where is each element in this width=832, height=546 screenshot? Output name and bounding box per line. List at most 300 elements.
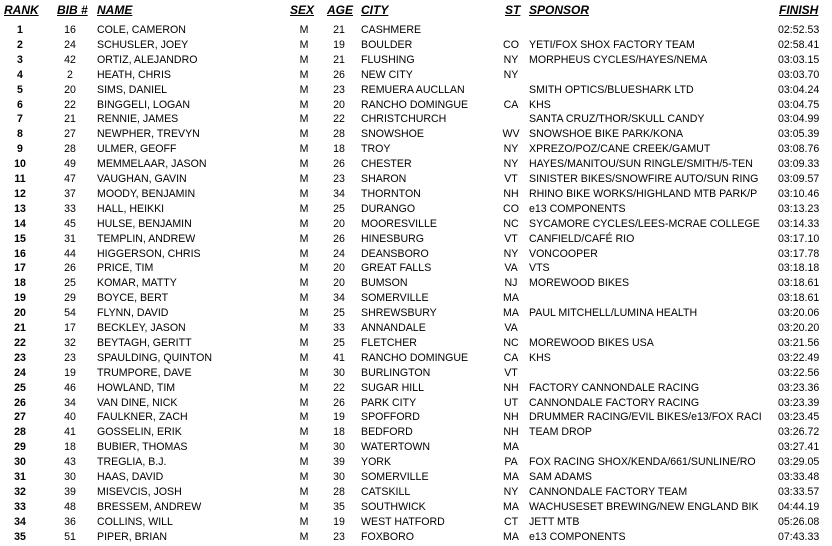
sponsor-cell: VONCOOPER <box>529 247 598 260</box>
city-cell: CATSKILL <box>361 485 411 498</box>
finish-cell: 02:52.53 <box>778 24 820 36</box>
rank-cell: 15 <box>14 232 26 245</box>
finish-cell: 03:03.15 <box>778 53 820 66</box>
city-cell: SPOFFORD <box>361 411 420 424</box>
table-row <box>0 112 832 127</box>
state-cell: NY <box>503 247 519 260</box>
city-cell: SOMERVILLE <box>361 471 429 483</box>
sex-cell: M <box>299 441 309 454</box>
name-cell: SIMS, DANIEL <box>97 83 168 96</box>
name-cell: HAAS, DAVID <box>97 471 164 483</box>
table-row <box>0 530 832 545</box>
age-cell: 30 <box>333 471 345 483</box>
header-name: NAME <box>97 3 133 17</box>
city-cell: BEDFORD <box>361 426 413 439</box>
finish-cell: 03:13.23 <box>778 202 820 215</box>
sponsor-cell: FACTORY CANNONDALE RACING <box>529 381 700 394</box>
age-cell: 26 <box>333 158 345 171</box>
name-cell: BINGGELI, LOGAN <box>97 98 191 111</box>
name-cell: PRICE, TIM <box>97 262 154 275</box>
sex-cell: M <box>299 262 309 275</box>
state-cell: MA <box>503 441 519 454</box>
bib-cell: 27 <box>64 128 76 141</box>
sponsor-cell: JETT MTB <box>529 515 580 528</box>
name-cell: COLE, CAMERON <box>97 24 186 36</box>
age-cell: 34 <box>333 187 345 200</box>
city-cell: TROY <box>361 143 391 156</box>
city-cell: SUGAR HILL <box>361 381 424 394</box>
age-cell: 33 <box>333 322 345 334</box>
bib-cell: 29 <box>64 292 76 305</box>
age-cell: 26 <box>333 68 345 81</box>
sex-cell: M <box>299 83 309 96</box>
header-age: AGE <box>327 3 354 17</box>
age-cell: 21 <box>333 53 345 66</box>
rank-cell: 16 <box>14 247 26 260</box>
table-row <box>0 157 832 172</box>
state-cell: NY <box>503 143 519 156</box>
sex-cell: M <box>299 38 309 51</box>
age-cell: 26 <box>333 232 345 245</box>
bib-cell: 43 <box>64 456 76 469</box>
city-cell: SOMERVILLE <box>361 292 429 305</box>
name-cell: PIPER, BRIAN <box>97 530 168 543</box>
rank-cell: 2 <box>17 38 23 51</box>
bib-cell: 36 <box>64 515 76 528</box>
sex-cell: M <box>299 396 309 409</box>
bib-cell: 41 <box>64 426 76 439</box>
sponsor-cell: SNOWSHOE BIKE PARK/KONA <box>529 128 684 141</box>
sponsor-cell: SINISTER BIKES/SNOWFIRE AUTO/SUN RING <box>529 173 759 185</box>
age-cell: 23 <box>333 83 345 96</box>
city-cell: WATERTOWN <box>361 441 431 454</box>
rank-cell: 23 <box>14 351 26 364</box>
state-cell: VA <box>504 322 518 334</box>
sex-cell: M <box>299 530 309 543</box>
table-row <box>0 410 832 425</box>
name-cell: RENNIE, JAMES <box>97 113 179 126</box>
bib-cell: 46 <box>64 381 76 394</box>
table-row <box>0 68 832 83</box>
sex-cell: M <box>299 471 309 483</box>
bib-cell: 40 <box>64 411 76 424</box>
table-row <box>0 202 832 217</box>
sponsor-cell: PAUL MITCHELL/LUMINA HEALTH <box>529 307 698 320</box>
finish-cell: 03:23.45 <box>778 411 820 424</box>
state-cell: MA <box>503 530 519 543</box>
bib-cell: 2 <box>67 68 73 81</box>
city-cell: ANNANDALE <box>361 322 426 334</box>
bib-cell: 39 <box>64 485 76 498</box>
state-cell: VT <box>504 173 518 185</box>
sponsor-cell: KHS <box>529 98 551 111</box>
sex-cell: M <box>299 68 309 81</box>
state-cell: NC <box>503 217 519 230</box>
sponsor-cell: WACHUSESET BREWING/NEW ENGLAND BIK <box>529 500 759 513</box>
state-cell: CO <box>503 38 519 51</box>
rank-cell: 4 <box>17 68 23 81</box>
table-row <box>0 217 832 232</box>
sex-cell: M <box>299 366 309 379</box>
bib-cell: 51 <box>64 530 76 543</box>
age-cell: 28 <box>333 128 345 141</box>
table-row <box>0 172 832 187</box>
rank-cell: 21 <box>14 322 26 334</box>
sex-cell: M <box>299 336 309 349</box>
state-cell: VT <box>504 232 518 245</box>
name-cell: HEATH, CHRIS <box>97 68 171 81</box>
bib-cell: 24 <box>64 38 76 51</box>
name-cell: TRUMPORE, DAVE <box>97 366 192 379</box>
sponsor-cell: e13 COMPONENTS <box>529 202 626 215</box>
rank-cell: 19 <box>14 292 26 305</box>
bib-cell: 26 <box>64 262 76 275</box>
state-cell: CO <box>503 202 519 215</box>
sex-cell: M <box>299 98 309 111</box>
sponsor-cell: YETI/FOX SHOX FACTORY TEAM <box>529 38 695 51</box>
bib-cell: 45 <box>64 217 76 230</box>
sex-cell: M <box>299 515 309 528</box>
header-city: CITY <box>361 3 389 17</box>
age-cell: 20 <box>333 262 345 275</box>
sex-cell: M <box>299 426 309 439</box>
bib-cell: 47 <box>64 173 76 185</box>
finish-cell: 04:44.19 <box>778 500 820 513</box>
name-cell: BECKLEY, JASON <box>97 322 186 334</box>
sponsor-cell: TEAM DROP <box>529 426 592 439</box>
finish-cell: 05:26.08 <box>778 515 820 528</box>
state-cell: PA <box>504 456 518 469</box>
state-cell: VT <box>504 366 518 379</box>
rank-cell: 10 <box>14 158 26 171</box>
finish-cell: 03:09.57 <box>778 173 820 185</box>
sex-cell: M <box>299 322 309 334</box>
city-cell: SOUTHWICK <box>361 500 426 513</box>
table-row <box>0 425 832 440</box>
age-cell: 19 <box>333 38 345 51</box>
finish-cell: 07:43.33 <box>778 530 820 543</box>
name-cell: HIGGERSON, CHRIS <box>97 247 201 260</box>
table-row <box>0 440 832 455</box>
bib-cell: 23 <box>64 351 76 364</box>
rank-cell: 33 <box>14 500 26 513</box>
table-row <box>0 500 832 515</box>
bib-cell: 25 <box>64 277 76 290</box>
name-cell: MISEVCIS, JOSH <box>97 485 182 498</box>
rank-cell: 12 <box>14 187 26 200</box>
city-cell: DURANGO <box>361 202 416 215</box>
finish-cell: 03:22.56 <box>778 366 820 379</box>
finish-cell: 02:58.41 <box>778 38 820 51</box>
state-cell: CA <box>503 351 519 364</box>
table-row <box>0 455 832 470</box>
age-cell: 20 <box>333 217 345 230</box>
rank-cell: 13 <box>14 202 26 215</box>
name-cell: FAULKNER, ZACH <box>97 411 188 424</box>
name-cell: BRESSEM, ANDREW <box>97 500 202 513</box>
table-row <box>0 470 832 485</box>
name-cell: HOWLAND, TIM <box>97 381 176 394</box>
state-cell: CT <box>503 515 519 528</box>
bib-cell: 19 <box>64 366 76 379</box>
header-sex: SEX <box>290 3 315 17</box>
table-row <box>0 232 832 247</box>
header-finish: FINISH <box>779 3 819 17</box>
bib-cell: 54 <box>64 307 76 320</box>
bib-cell: 49 <box>64 158 76 171</box>
rank-cell: 22 <box>14 336 26 349</box>
rank-cell: 3 <box>17 53 23 66</box>
finish-cell: 03:23.36 <box>778 381 820 394</box>
table-row <box>0 336 832 351</box>
state-cell: MA <box>503 500 519 513</box>
state-cell: NY <box>503 158 519 171</box>
name-cell: VAN DINE, NICK <box>97 396 178 409</box>
finish-cell: 03:29.05 <box>778 456 820 469</box>
rank-cell: 34 <box>14 515 26 528</box>
city-cell: BUMSON <box>361 277 408 290</box>
name-cell: BOYCE, BERT <box>97 292 169 305</box>
bib-cell: 18 <box>64 441 76 454</box>
rank-cell: 32 <box>14 485 26 498</box>
city-cell: WEST HATFORD <box>361 515 445 528</box>
sex-cell: M <box>299 307 309 320</box>
name-cell: BEYTAGH, GERITT <box>97 336 192 349</box>
table-row <box>0 38 832 53</box>
table-row <box>0 142 832 157</box>
finish-cell: 03:26.72 <box>778 426 820 439</box>
city-cell: FOXBORO <box>361 530 414 543</box>
age-cell: 34 <box>333 292 345 305</box>
name-cell: KOMAR, MATTY <box>97 277 177 290</box>
city-cell: HINESBURG <box>361 232 424 245</box>
city-cell: REMUERA AUCLLAN <box>361 83 465 96</box>
state-cell: NH <box>503 187 519 200</box>
sponsor-cell: SYCAMORE CYCLES/LEES-MCRAE COLLEGE <box>529 217 760 230</box>
sponsor-cell: RHINO BIKE WORKS/HIGHLAND MTB PARK/P <box>529 187 758 200</box>
table-row <box>0 291 832 306</box>
header-rank: RANK <box>4 3 39 17</box>
sex-cell: M <box>299 232 309 245</box>
city-cell: SHARON <box>361 173 407 185</box>
bib-cell: 30 <box>64 471 76 483</box>
city-cell: CHRISTCHURCH <box>361 113 447 126</box>
age-cell: 25 <box>333 307 345 320</box>
state-cell: NY <box>503 68 519 81</box>
state-cell: CA <box>503 98 519 111</box>
age-cell: 21 <box>333 24 345 36</box>
age-cell: 20 <box>333 98 345 111</box>
city-cell: MOORESVILLE <box>361 217 437 230</box>
table-row <box>0 515 832 530</box>
rank-cell: 8 <box>17 128 23 141</box>
state-cell: NH <box>503 426 519 439</box>
rank-cell: 9 <box>17 143 23 156</box>
city-cell: GREAT FALLS <box>361 262 432 275</box>
sponsor-cell: CANNONDALE FACTORY TEAM <box>529 485 688 498</box>
table-row <box>0 261 832 276</box>
sex-cell: M <box>299 143 309 156</box>
table-row <box>0 351 832 366</box>
sponsor-cell: KHS <box>529 351 551 364</box>
bib-cell: 17 <box>64 322 76 334</box>
finish-cell: 03:22.49 <box>778 351 820 364</box>
sex-cell: M <box>299 158 309 171</box>
table-row <box>0 276 832 291</box>
city-cell: RANCHO DOMINGUE <box>361 98 469 111</box>
name-cell: SPAULDING, QUINTON <box>97 351 212 364</box>
table-row <box>0 396 832 411</box>
sex-cell: M <box>299 173 309 185</box>
city-cell: CHESTER <box>361 158 412 171</box>
table-row <box>0 366 832 381</box>
table-row <box>0 321 832 336</box>
table-row <box>0 381 832 396</box>
name-cell: HALL, HEIKKI <box>97 202 165 215</box>
finish-cell: 03:10.46 <box>778 187 820 200</box>
city-cell: CASHMERE <box>361 24 422 36</box>
sponsor-cell: SAM ADAMS <box>529 471 592 483</box>
state-cell: NH <box>503 411 519 424</box>
table-row <box>0 247 832 262</box>
city-cell: BURLINGTON <box>361 366 431 379</box>
sponsor-cell: SANTA CRUZ/THOR/SKULL CANDY <box>529 113 705 126</box>
table-row <box>0 98 832 113</box>
rank-cell: 6 <box>17 98 23 111</box>
sex-cell: M <box>299 24 309 36</box>
sponsor-cell: e13 COMPONENTS <box>529 530 626 543</box>
age-cell: 35 <box>333 500 345 513</box>
sex-cell: M <box>299 202 309 215</box>
age-cell: 39 <box>333 456 345 469</box>
city-cell: BOULDER <box>361 38 413 51</box>
name-cell: NEWPHER, TREVYN <box>97 128 200 141</box>
rank-cell: 20 <box>14 307 26 320</box>
finish-cell: 03:03.70 <box>778 68 820 81</box>
rank-cell: 35 <box>14 530 26 543</box>
finish-cell: 03:08.76 <box>778 143 820 156</box>
table-row <box>0 187 832 202</box>
name-cell: BUBIER, THOMAS <box>97 441 188 454</box>
name-cell: TEMPLIN, ANDREW <box>97 232 196 245</box>
sex-cell: M <box>299 292 309 305</box>
bib-cell: 42 <box>64 53 76 66</box>
state-cell: NH <box>503 381 519 394</box>
bib-cell: 32 <box>64 336 76 349</box>
city-cell: SNOWSHOE <box>361 128 424 141</box>
rank-cell: 14 <box>14 217 26 230</box>
name-cell: MOODY, BENJAMIN <box>97 187 196 200</box>
bib-cell: 20 <box>64 83 76 96</box>
rank-cell: 30 <box>14 456 26 469</box>
state-cell: WV <box>502 128 520 141</box>
city-cell: RANCHO DOMINGUE <box>361 351 469 364</box>
city-cell: FLETCHER <box>361 336 417 349</box>
age-cell: 25 <box>333 202 345 215</box>
header-bib: BIB # <box>57 3 88 17</box>
sex-cell: M <box>299 500 309 513</box>
name-cell: MEMMELAAR, JASON <box>97 158 207 171</box>
age-cell: 41 <box>333 351 345 364</box>
sex-cell: M <box>299 351 309 364</box>
bib-cell: 33 <box>64 202 76 215</box>
age-cell: 30 <box>333 441 345 454</box>
bib-cell: 31 <box>64 232 76 245</box>
finish-cell: 03:04.24 <box>778 83 820 96</box>
age-cell: 28 <box>333 485 345 498</box>
state-cell: NJ <box>504 277 518 290</box>
sponsor-cell: HAYES/MANITOU/SUN RINGLE/SMITH/5-TEN <box>529 158 753 171</box>
sponsor-cell: MOREWOOD BIKES USA <box>529 336 654 349</box>
sponsor-cell: CANFIELD/CAFÉ RIO <box>529 232 635 245</box>
finish-cell: 03:17.78 <box>778 247 820 260</box>
state-cell: NY <box>503 53 519 66</box>
finish-cell: 03:33.48 <box>778 471 820 483</box>
city-cell: DEANSBORO <box>361 247 429 260</box>
finish-cell: 03:33.57 <box>778 485 820 498</box>
state-cell: MA <box>503 471 519 483</box>
finish-cell: 03:20.20 <box>778 322 820 334</box>
finish-cell: 03:20.06 <box>778 307 820 320</box>
sex-cell: M <box>299 217 309 230</box>
sponsor-cell: XPREZO/POZ/CANE CREEK/GAMUT <box>529 143 711 156</box>
rank-cell: 28 <box>14 426 26 439</box>
finish-cell: 03:14.33 <box>778 217 820 230</box>
bib-cell: 34 <box>64 396 76 409</box>
age-cell: 23 <box>333 173 345 185</box>
state-cell: MA <box>503 292 519 305</box>
state-cell: NY <box>503 485 519 498</box>
sex-cell: M <box>299 456 309 469</box>
finish-cell: 03:21.56 <box>778 336 820 349</box>
finish-cell: 03:18.18 <box>778 262 820 275</box>
sex-cell: M <box>299 187 309 200</box>
name-cell: SCHUSLER, JOEY <box>97 38 189 51</box>
rank-cell: 5 <box>17 83 23 96</box>
name-cell: COLLINS, WILL <box>97 515 173 528</box>
bib-cell: 21 <box>64 113 76 126</box>
name-cell: GOSSELIN, ERIK <box>97 426 182 439</box>
sponsor-cell: MORPHEUS CYCLES/HAYES/NEMA <box>529 53 708 66</box>
age-cell: 25 <box>333 336 345 349</box>
state-cell: NC <box>503 336 519 349</box>
city-cell: NEW CITY <box>361 68 413 81</box>
bib-cell: 28 <box>64 143 76 156</box>
sex-cell: M <box>299 381 309 394</box>
finish-cell: 03:18.61 <box>778 292 820 305</box>
age-cell: 30 <box>333 366 345 379</box>
age-cell: 22 <box>333 113 345 126</box>
age-cell: 19 <box>333 411 345 424</box>
bib-cell: 48 <box>64 500 76 513</box>
table-row <box>0 306 832 321</box>
rank-cell: 1 <box>17 24 23 36</box>
state-cell: MA <box>503 307 519 320</box>
state-cell: VA <box>504 262 518 275</box>
bib-cell: 22 <box>64 98 76 111</box>
age-cell: 18 <box>333 426 345 439</box>
rank-cell: 27 <box>14 411 26 424</box>
table-row <box>0 485 832 500</box>
table-row <box>0 83 832 98</box>
sex-cell: M <box>299 485 309 498</box>
bib-cell: 16 <box>64 24 76 36</box>
name-cell: FLYNN, DAVID <box>97 307 169 320</box>
sponsor-cell: MOREWOOD BIKES <box>529 277 630 290</box>
finish-cell: 03:17.10 <box>778 232 820 245</box>
rank-cell: 11 <box>14 173 26 185</box>
finish-cell: 03:04.75 <box>778 98 820 111</box>
